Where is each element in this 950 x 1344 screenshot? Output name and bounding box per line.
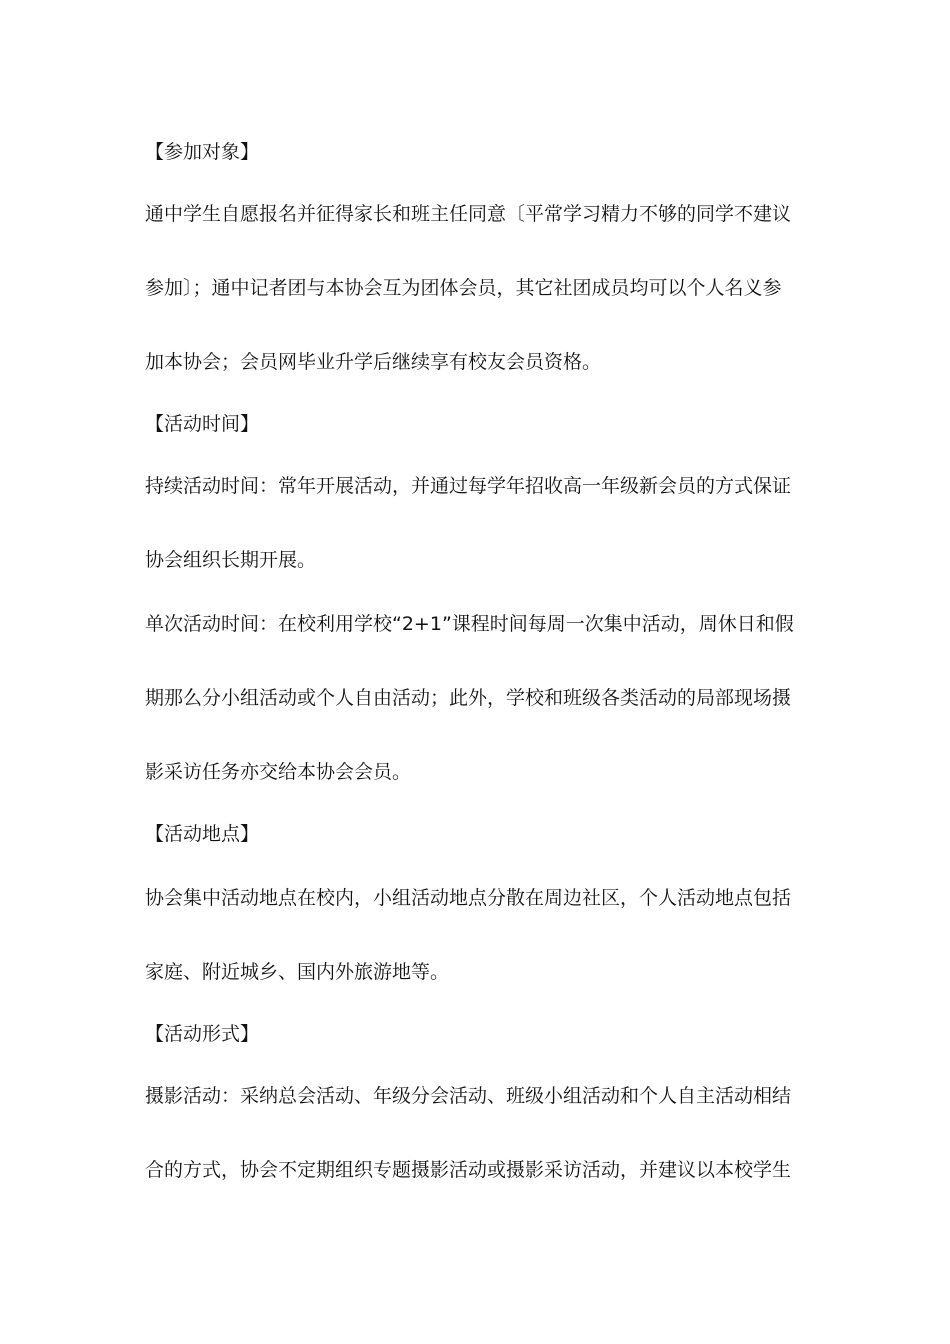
paragraph-line: 协会集中活动地点在校内，小组活动地点分散在周边社区，个人活动地点包括: [145, 887, 792, 909]
paragraph-line: 期那么分小组活动或个人自由活动；此外，学校和班级各类活动的局部现场摄: [145, 687, 792, 709]
paragraph-line: 摄影活动：采纳总会活动、年级分会活动、班级小组活动和个人自主活动相结: [145, 1085, 792, 1107]
paragraph-line: 合的方式，协会不定期组织专题摄影活动或摄影采访活动，并建议以本校学生: [145, 1159, 792, 1181]
heading-activity-form: 【活动形式】: [145, 1023, 260, 1045]
paragraph-line: 协会组织长期开展。: [145, 549, 317, 571]
heading-activity-time: 【活动时间】: [145, 413, 260, 435]
paragraph-line: 通中学生自愿报名并征得家长和班主任同意〔平常学习精力不够的同学不建议: [145, 203, 792, 225]
paragraph-line: 单次活动时间：在校利用学校“2+1”课程时间每周一次集中活动，周休日和假: [145, 613, 794, 635]
paragraph-line: 参加〕；通中记者团与本协会互为团体会员，其它社团成员均可以个人名义参: [145, 277, 782, 299]
paragraph-line: 家庭、附近城乡、国内外旅游地等。: [145, 961, 450, 983]
paragraph-line: 加本协会；会员网毕业升学后继续享有校友会员资格。: [145, 351, 602, 373]
heading-activity-location: 【活动地点】: [145, 823, 260, 845]
paragraph-line: 持续活动时间：常年开展活动，并通过每学年招收高一年级新会员的方式保证: [145, 475, 792, 497]
paragraph-line: 影采访任务亦交给本协会会员。: [145, 761, 412, 783]
heading-participants: 【参加对象】: [145, 141, 260, 163]
